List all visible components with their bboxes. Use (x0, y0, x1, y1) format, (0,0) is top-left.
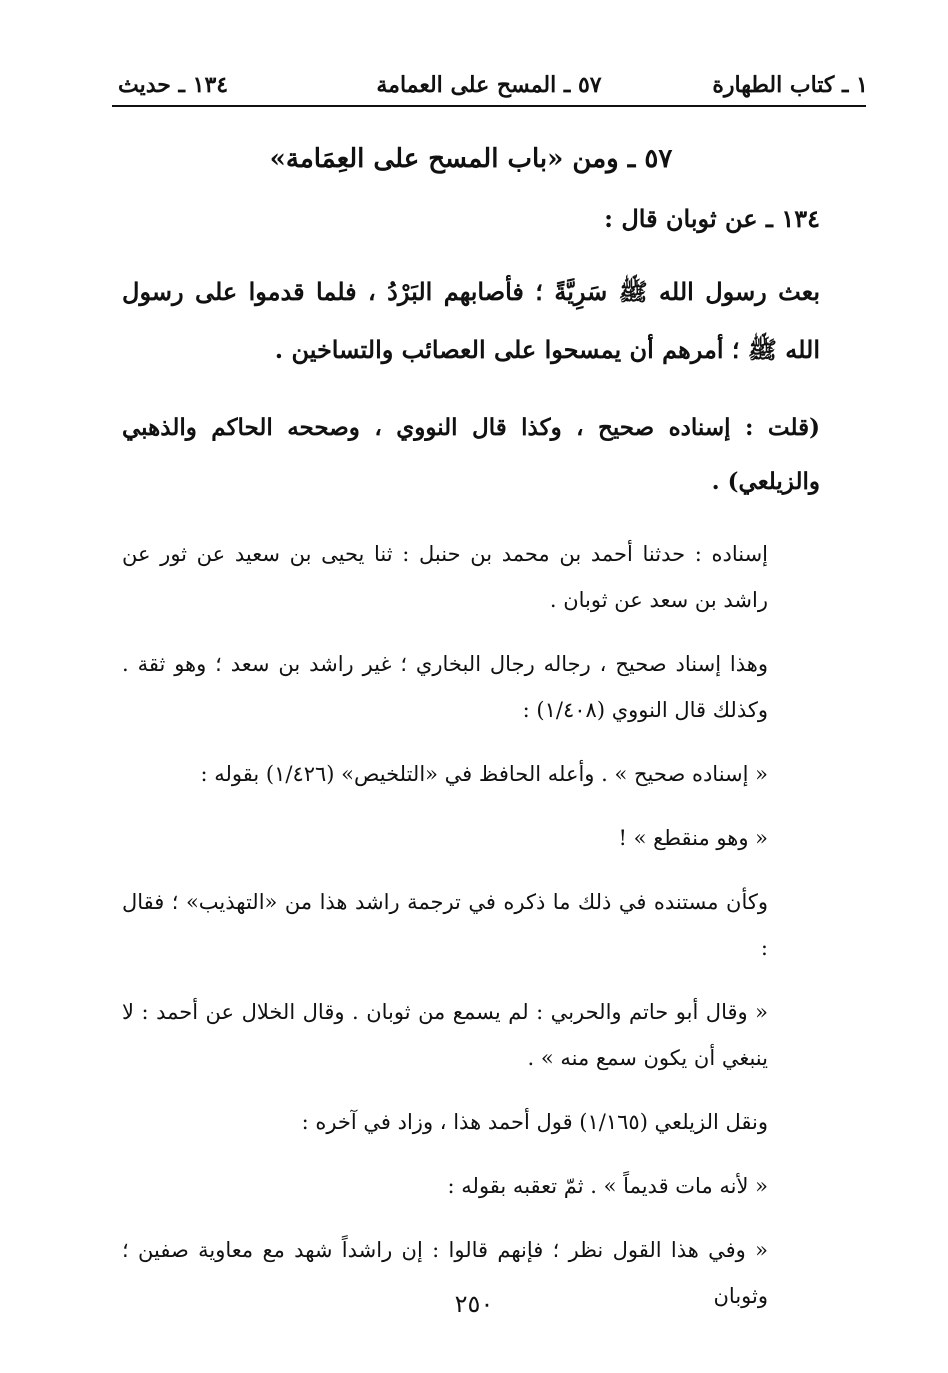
paragraph: وهذا إسناد صحيح ، رجاله رجال البخاري ؛ غير راشد بن سعد ؛ وهو ثقة . وكذلك قال النووي (١/٤٠٨) : (122, 652, 768, 722)
paragraph: ونقل الزيلعي (١/١٦٥) قول أحمد هذا ، وزاد في آخره : (301, 1110, 768, 1134)
quote: « وفي هذا القول نظر ؛ فإنهم قالوا : إن راشداً شهد مع معاوية صفين ؛ وثوبان (122, 1238, 768, 1308)
hadith-number: ١٣٤ ـ عن ثوبان قال : (604, 204, 820, 233)
quote: « إسناده صحيح » . وأعله الحافظ في «التلخيص» (١/٤٢٦) بقوله : (200, 762, 768, 786)
paragraph: إسناده : حدثنا أحمد بن محمد بن حنبل : ثنا يحيى بن سعيد عن ثور عن راشد بن سعد عن ثوبان . (122, 542, 768, 612)
running-header (110, 66, 868, 106)
header-chapter-title: ٥٧ ـ المسح على العمامة (376, 72, 602, 98)
quote: « لأنه مات قديماً » . ثمّ تعقبه بقوله : (447, 1174, 768, 1198)
header-hadith-number: ١٣٤ ـ حديث (118, 72, 229, 98)
hadith-text: بعث رسول الله ﷺ سَرِيَّةً ؛ فأصابهم البَرْدُ ، فلما قدموا على رسول الله ﷺ ؛ أمرهم أن يمسحوا على العصائب والتساخين . (122, 277, 820, 364)
chapter-heading: ٥٧ ـ ومن «باب المسح على العِمَامة» (269, 144, 673, 174)
quote: « وقال أبو حاتم والحربي : لم يسمع من ثوبان . وقال الخلال عن أحمد : لا ينبغي أن يكون سمع منه » . (122, 1000, 768, 1070)
page-body (122, 134, 820, 1337)
header-divider (112, 105, 866, 107)
paragraph: وكأن مستنده في ذلك ما ذكره في ترجمة راشد هذا من «التهذيب» ؛ فقال : (122, 890, 768, 960)
grading-note: (قلت : إسناده صحيح ، وكذا قال النووي ، وصححه الحاكم والذهبي والزيلعي) . (122, 414, 820, 495)
quote: « وهو منقطع » ! (618, 826, 768, 850)
page-number: ٢٥٠ (454, 1290, 494, 1318)
header-book-title: ١ ـ كتاب الطهارة (712, 72, 868, 98)
